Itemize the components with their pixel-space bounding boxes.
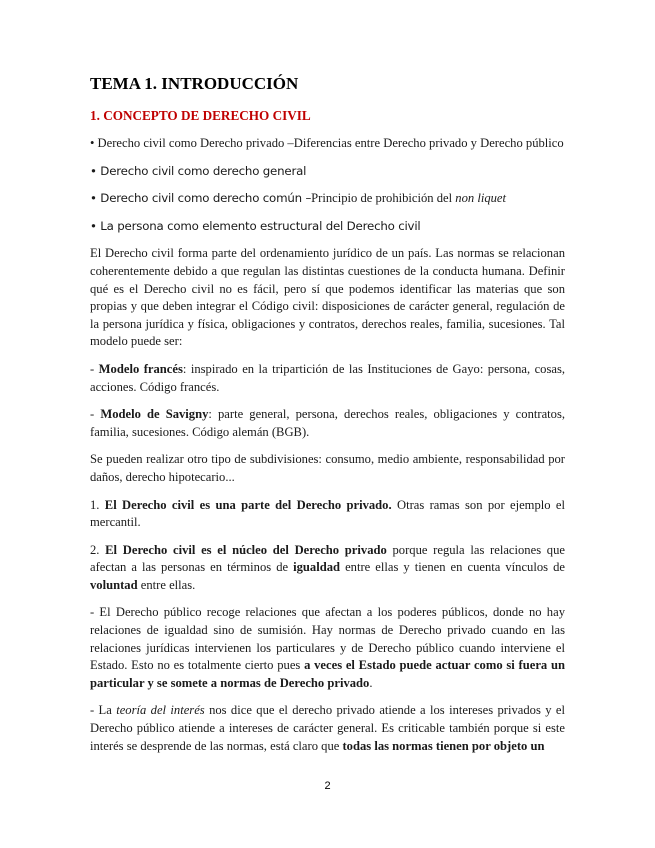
point-number: 2.	[90, 542, 106, 557]
bullet-persona	[90, 218, 565, 236]
derecho-publico-paragraph	[90, 604, 565, 692]
section-heading: 1. CONCEPTO DE DERECHO CIVIL	[90, 108, 311, 123]
teoria-interes-paragraph	[90, 702, 565, 755]
bullet-text-rest: Principio de prohibición del	[311, 191, 456, 206]
subdivisiones-paragraph: Se pueden realizar otro tipo de subdivisiones: consumo, medio ambiente, responsabilidad por daños, derecho hipotecario...	[90, 452, 565, 484]
modelo-savigny-text: : parte general, persona, derechos reales, obligaciones y contratos, familia, sucesiones. Código alemán (BGB).	[90, 407, 565, 439]
modelo-frances-paragraph	[90, 361, 565, 396]
dash: -	[90, 361, 99, 376]
point-1-text: Otras ramas son por ejemplo el mercantil.	[90, 497, 565, 530]
teoria-text: nos dice que el derecho privado atiende a los intereses privados y el Derecho público atiende a intereses de carácter general. Es criticable también porque si este interés se desprende de las normas, está claro que	[90, 703, 565, 753]
point-2-text: porque regula las relaciones que afectan a las personas en términos de	[90, 542, 565, 575]
igualdad-bold: igualdad	[293, 560, 341, 575]
derecho-publico-text: - El Derecho público recoge relaciones que afectan a los poderes públicos, donde no hay relaciones de igualdad sino de sumisión. Hay normas de Derecho privado cuando en las relaciones jurídicas intervienen los particulares y de Derecho público cuando interviene el Estado. Esto no es totalmente cierto pues	[90, 605, 565, 673]
bullet-text: • La persona como elemento estructural del Derecho civil	[90, 218, 421, 233]
page-number: 2	[324, 780, 331, 792]
point-2-paragraph	[90, 542, 565, 595]
bullet-text: • Derecho civil como derecho general	[90, 163, 307, 178]
point-number: 1.	[90, 497, 105, 512]
bullet-text: • Derecho civil como derecho común –	[90, 191, 312, 206]
bullet-derecho-general	[90, 163, 565, 181]
modelo-frances-text: : inspirado en la tripartición de las Instituciones de Gayo: persona, cosas, acciones. Código francés.	[90, 361, 566, 394]
dash: -	[90, 407, 101, 422]
modelo-frances-term: Modelo francés	[98, 361, 183, 376]
modelo-savigny-term: Modelo de Savigny	[100, 407, 209, 422]
teoria-italic: teoría del interés	[116, 703, 205, 718]
point-2-text-2: entre ellas y tienen en cuenta vínculos de	[340, 560, 565, 575]
point-2-bold: El Derecho civil es el núcleo del Derecho privado	[105, 542, 387, 557]
teoria-bold: todas las normas tienen por objeto un	[342, 738, 545, 753]
point-2-end: entre ellas.	[137, 577, 196, 592]
page-content	[90, 72, 565, 765]
teoria-prefix: - La	[90, 703, 117, 718]
derecho-publico-end: .	[369, 675, 373, 690]
point-1-paragraph	[90, 497, 565, 532]
voluntad-bold: voluntad	[90, 577, 138, 592]
page-title: TEMA 1. INTRODUCCIÓN	[90, 74, 299, 93]
bullet-derecho-comun	[90, 190, 565, 208]
modelo-savigny-paragraph	[90, 406, 565, 441]
bullet-text-italic: non liquet	[455, 191, 507, 206]
bullet-derecho-privado	[90, 135, 565, 153]
point-1-bold: El Derecho civil es una parte del Derecho privado.	[104, 497, 392, 512]
intro-paragraph: El Derecho civil forma parte del ordenamiento jurídico de un país. Las normas se relacionan coherentemente debido a que regulan las distintas cuestiones de la conducta humana. Definir qué es el Derecho civil no es fácil, pero sí que podemos identificar las materias que son propias y que deben integrar el Código civil: disposiciones de carácter general, regulación de la persona jurídica y física, obligaciones y contratos, derechos reales, familia, sucesiones. Tal modelo puede ser:	[90, 246, 565, 349]
bullet-text: • Derecho civil como Derecho privado –Diferencias entre Derecho privado y Derecho público	[90, 136, 564, 150]
derecho-publico-bold: a veces el Estado puede actuar como si fuera un particular y se somete a normas de Derecho privado	[90, 658, 565, 690]
